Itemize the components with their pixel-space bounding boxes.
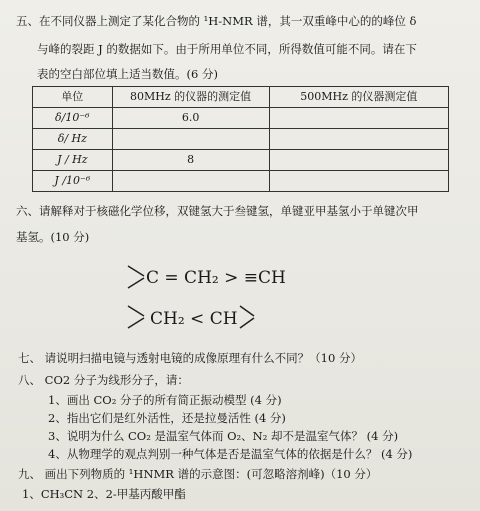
q7-text: 七、 请说明扫描电镜与透射电镜的成像原理有什么不同？（10 分）: [18, 351, 362, 365]
row-80mhz-value: 6.0: [112, 108, 269, 129]
q8-title: 八、 CO2 分子为线形分子，请：: [18, 373, 189, 387]
header-unit: 单位: [33, 87, 113, 108]
row-unit: δ/ Hz: [33, 129, 113, 150]
table-row: [33, 171, 449, 192]
row-unit: J /10⁻⁶: [33, 171, 113, 192]
q6-line-1: 六、请解释对于核磁化学位移，双键氢大于叁键氢，单键亚甲基氢小于单键次甲: [16, 204, 419, 218]
header-80mhz: 80MHz 的仪器的测定值: [112, 87, 269, 108]
q5-line-3: 表的空白部位填上适当数值。(6 分): [37, 67, 218, 81]
table-row: [33, 129, 449, 150]
q9-title: 九、 画出下列物质的 ¹HNMR 谱的示意图：(可忽略溶剂峰)（10 分）: [18, 467, 378, 481]
q5-line-2: 与峰的裂距 J 的数据如下。由于所用单位不同，所得数值可能不同。请在下: [37, 42, 417, 56]
q8-item-4: 4、从物理学的观点判别一种气体是否是温室气体的依据是什么？ (4 分): [48, 447, 413, 461]
row-500mhz-value: [269, 129, 448, 150]
row-500mhz-value: [269, 171, 448, 192]
row-unit: δ/10⁻⁶: [33, 108, 113, 129]
row-80mhz-value: [112, 171, 269, 192]
header-500mhz: 500MHz 的仪器测定值: [269, 87, 448, 108]
q8-item-2: 2、指出它们是红外活性，还是拉曼活性 (4 分): [48, 411, 286, 425]
row-500mhz-value: [269, 150, 448, 171]
row-unit: J / Hz: [33, 150, 113, 171]
table-header-row: [33, 87, 449, 108]
row-500mhz-value: [269, 108, 448, 129]
q8-item-3: 3、说明为什么 CO₂ 是温室气体而 O₂、N₂ 却不是温室气体？ (4 分): [48, 429, 399, 443]
q5-line-1: 五、在不同仪器上测定了某化合物的 ¹H-NMR 谱，其一双重峰中心的的峰位 δ: [16, 14, 417, 28]
q8-item-1: 1、画出 CO₂ 分子的所有简正振动模型 (4 分): [48, 393, 282, 407]
nmr-data-table: [32, 86, 449, 192]
q6-line-2: 基氢。(10 分): [16, 230, 90, 244]
methine-bond-stubs: [236, 302, 260, 332]
row-80mhz-value: [112, 129, 269, 150]
q9-line-2: 1、CH₃CN 2、2-甲基丙酸甲酯: [22, 487, 186, 501]
formula-alkene-vs-alkyne: C = CH₂ > ≡CH: [146, 268, 286, 288]
table-row: [33, 108, 449, 129]
row-80mhz-value: 8: [112, 150, 269, 171]
table-row: [33, 150, 449, 171]
formula-methylene-vs-methine: CH₂ < CH: [150, 309, 238, 329]
